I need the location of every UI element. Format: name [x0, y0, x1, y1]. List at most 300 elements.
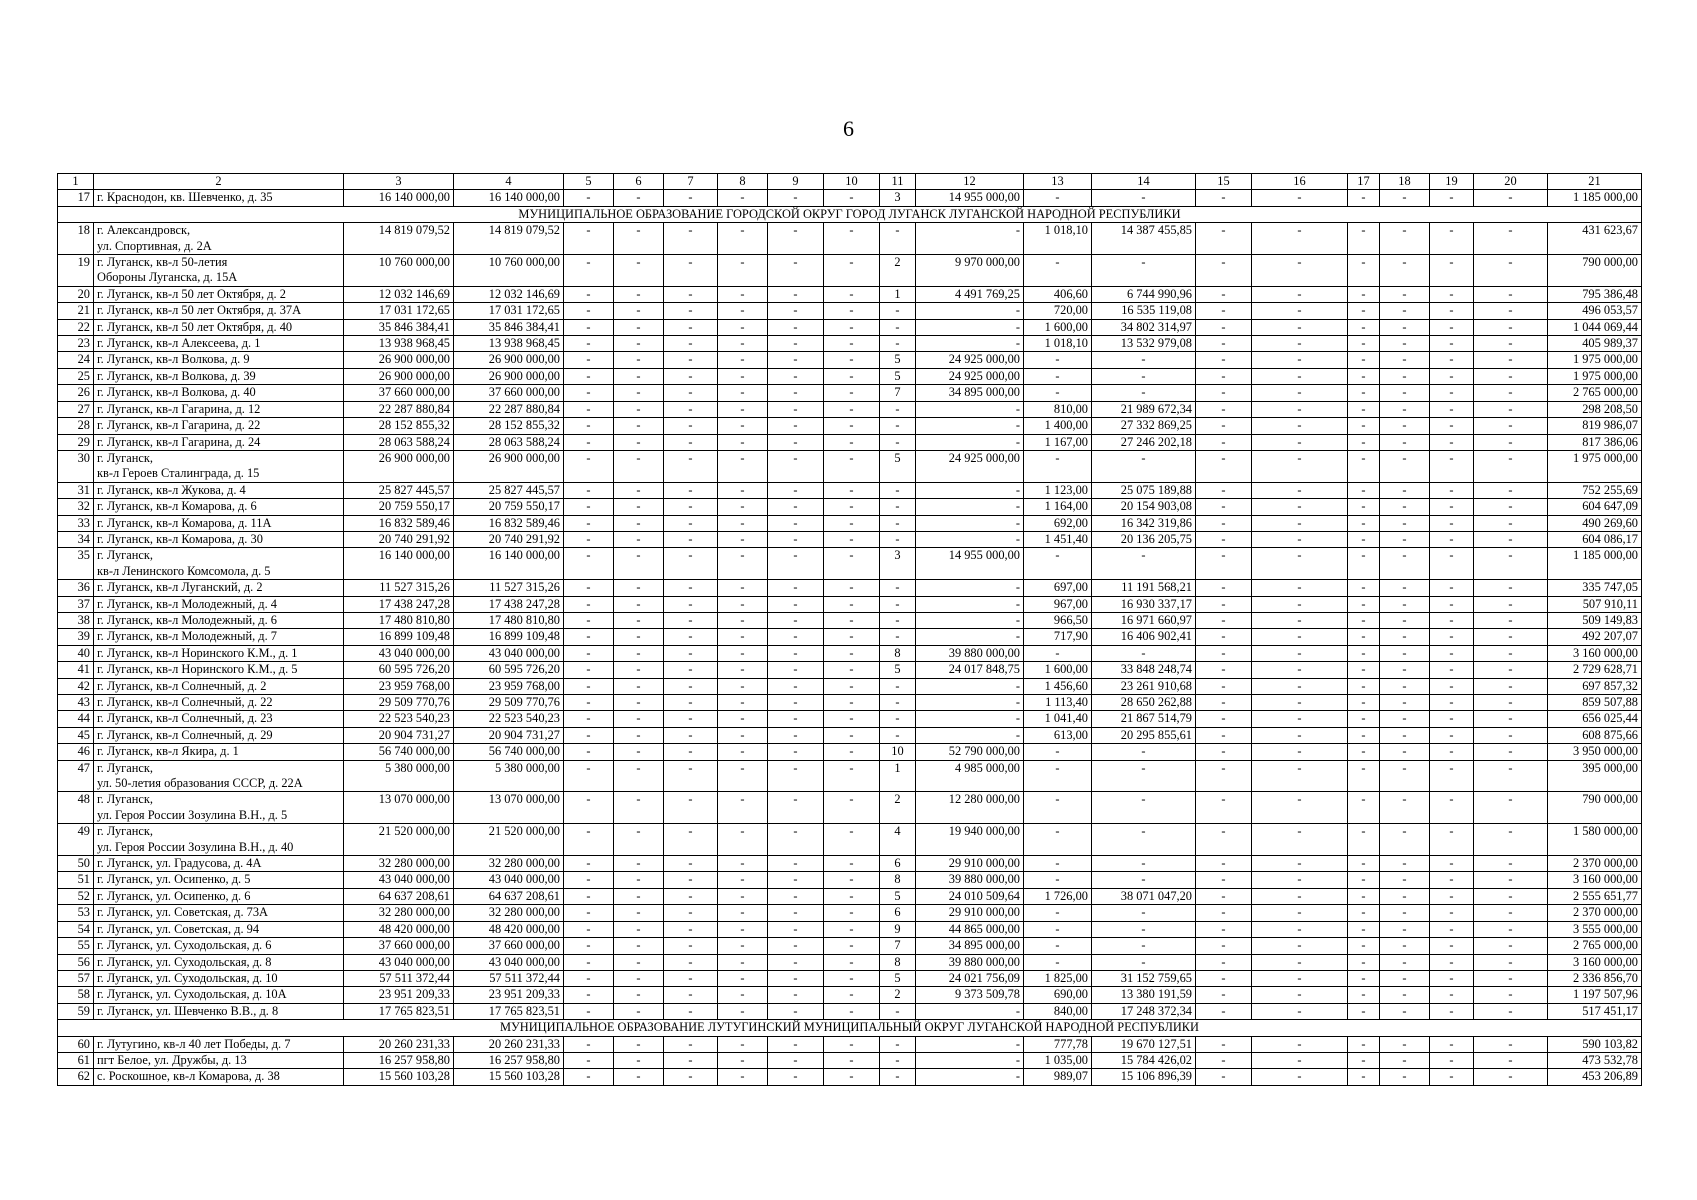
area-cell: 1 451,40: [1024, 531, 1092, 547]
empty-value-cell: -: [1430, 1003, 1474, 1019]
amount-cell: 24 010 509,64: [916, 888, 1024, 904]
empty-value-cell: -: [614, 792, 664, 824]
empty-value-cell: -: [1430, 515, 1474, 531]
total-cost-cell: 16 257 958,80: [344, 1052, 454, 1068]
empty-value-cell: -: [718, 856, 768, 872]
empty-value-cell: -: [1380, 531, 1430, 547]
empty-value-cell: -: [1196, 695, 1252, 711]
amount-cell: -: [916, 515, 1024, 531]
address-cell: [94, 727, 344, 743]
empty-value-cell: -: [718, 662, 768, 678]
address-line: г. Луганск, кв-л Молодежный, д. 7: [97, 629, 277, 644]
address-cell: [94, 888, 344, 904]
table-row: [58, 434, 1642, 450]
fund-cost-cell: 23 951 209,33: [454, 987, 564, 1003]
empty-value-cell: -: [718, 515, 768, 531]
count-cell: -: [880, 1003, 916, 1019]
empty-value-cell: -: [824, 888, 880, 904]
address-cell: [94, 1003, 344, 1019]
repair-cost-cell: 16 971 660,97: [1092, 612, 1196, 628]
empty-value-cell: -: [1252, 336, 1348, 352]
empty-value-cell: -: [1196, 352, 1252, 368]
table-row: [58, 336, 1642, 352]
total-cost-cell: 17 438 247,28: [344, 596, 454, 612]
empty-value-cell: -: [1196, 401, 1252, 417]
empty-value-cell: -: [564, 905, 614, 921]
empty-value-cell: -: [1380, 744, 1430, 760]
fund-cost-cell: 20 904 731,27: [454, 727, 564, 743]
fund-cost-cell: 25 827 445,57: [454, 482, 564, 498]
empty-value-cell: -: [1474, 303, 1548, 319]
row-number-cell: 23: [58, 336, 94, 352]
fund-cost-cell: 17 438 247,28: [454, 596, 564, 612]
empty-value-cell: -: [564, 303, 614, 319]
empty-value-cell: -: [1196, 1003, 1252, 1019]
repair-cost-cell: -: [1092, 938, 1196, 954]
fund-cost-cell: 60 595 726,20: [454, 662, 564, 678]
empty-value-cell: -: [1252, 1036, 1348, 1052]
empty-value-cell: -: [1252, 612, 1348, 628]
empty-value-cell: -: [564, 970, 614, 986]
total-cost-cell: 5 380 000,00: [344, 760, 454, 792]
count-cell: 6: [880, 905, 916, 921]
empty-value-cell: -: [1348, 629, 1380, 645]
empty-value-cell: -: [1380, 1036, 1430, 1052]
table-row: [58, 662, 1642, 678]
repair-cost-cell: 6 744 990,96: [1092, 286, 1196, 302]
empty-value-cell: -: [1380, 711, 1430, 727]
repair-cost-cell: 21 989 672,34: [1092, 401, 1196, 417]
balance-cell: 1 975 000,00: [1548, 450, 1642, 482]
amount-cell: -: [916, 303, 1024, 319]
area-cell: -: [1024, 905, 1092, 921]
count-cell: -: [880, 515, 916, 531]
address-cell: [94, 921, 344, 937]
empty-value-cell: -: [718, 921, 768, 937]
total-cost-cell: 20 759 550,17: [344, 499, 454, 515]
table-row: [58, 515, 1642, 531]
amount-cell: 14 955 000,00: [916, 548, 1024, 580]
count-cell: -: [880, 629, 916, 645]
empty-value-cell: -: [1430, 580, 1474, 596]
row-number-cell: 28: [58, 418, 94, 434]
empty-value-cell: -: [614, 482, 664, 498]
table-row: [58, 190, 1642, 206]
amount-cell: -: [916, 482, 1024, 498]
repair-cost-cell: -: [1092, 385, 1196, 401]
total-cost-cell: 64 637 208,61: [344, 888, 454, 904]
row-number-cell: 29: [58, 434, 94, 450]
empty-value-cell: -: [718, 744, 768, 760]
empty-value-cell: -: [1252, 1003, 1348, 1019]
column-number-cell: 8: [718, 174, 768, 190]
empty-value-cell: -: [768, 190, 824, 206]
total-cost-cell: 37 660 000,00: [344, 385, 454, 401]
amount-cell: -: [916, 1052, 1024, 1068]
total-cost-cell: 14 819 079,52: [344, 223, 454, 255]
area-cell: -: [1024, 760, 1092, 792]
repair-cost-cell: 23 261 910,68: [1092, 678, 1196, 694]
amount-cell: -: [916, 223, 1024, 255]
repair-cost-cell: -: [1092, 548, 1196, 580]
empty-value-cell: -: [824, 711, 880, 727]
empty-value-cell: -: [1430, 450, 1474, 482]
empty-value-cell: -: [1252, 970, 1348, 986]
empty-value-cell: -: [824, 1003, 880, 1019]
address-cell: [94, 792, 344, 824]
row-number-cell: 60: [58, 1036, 94, 1052]
total-cost-cell: 43 040 000,00: [344, 954, 454, 970]
address-line: г. Краснодон, кв. Шевченко, д. 35: [97, 190, 273, 205]
repair-cost-cell: -: [1092, 368, 1196, 384]
empty-value-cell: -: [824, 286, 880, 302]
repair-cost-cell: 19 670 127,51: [1092, 1036, 1196, 1052]
empty-value-cell: -: [664, 938, 718, 954]
empty-value-cell: -: [718, 450, 768, 482]
empty-value-cell: -: [718, 970, 768, 986]
empty-value-cell: -: [1252, 888, 1348, 904]
empty-value-cell: -: [1430, 645, 1474, 661]
empty-value-cell: -: [564, 336, 614, 352]
empty-value-cell: -: [1474, 856, 1548, 872]
area-cell: -: [1024, 872, 1092, 888]
amount-cell: -: [916, 401, 1024, 417]
empty-value-cell: -: [824, 548, 880, 580]
amount-cell: 24 017 848,75: [916, 662, 1024, 678]
address-cell: [94, 499, 344, 515]
balance-cell: 1 044 069,44: [1548, 319, 1642, 335]
table-row: [58, 580, 1642, 596]
empty-value-cell: -: [824, 319, 880, 335]
row-number-cell: 48: [58, 792, 94, 824]
empty-value-cell: -: [768, 548, 824, 580]
repair-cost-cell: -: [1092, 352, 1196, 368]
table-row: [58, 548, 1642, 580]
row-number-cell: 30: [58, 450, 94, 482]
empty-value-cell: -: [614, 662, 664, 678]
empty-value-cell: -: [664, 336, 718, 352]
empty-value-cell: -: [824, 450, 880, 482]
fund-cost-cell: 16 832 589,46: [454, 515, 564, 531]
empty-value-cell: -: [824, 905, 880, 921]
table-row: [58, 499, 1642, 515]
area-cell: 1 400,00: [1024, 418, 1092, 434]
address-line: г. Луганск, кв-л Гагарина, д. 24: [97, 434, 261, 449]
empty-value-cell: -: [768, 987, 824, 1003]
address-line: ул. 50-летия образования СССР, д. 22А: [97, 776, 303, 791]
empty-value-cell: -: [1474, 888, 1548, 904]
empty-value-cell: -: [1430, 499, 1474, 515]
empty-value-cell: -: [1348, 255, 1380, 287]
fund-cost-cell: 16 899 109,48: [454, 629, 564, 645]
empty-value-cell: -: [768, 1036, 824, 1052]
total-cost-cell: 29 509 770,76: [344, 695, 454, 711]
section-header-row: [58, 1020, 1642, 1036]
empty-value-cell: -: [1252, 744, 1348, 760]
empty-value-cell: -: [768, 255, 824, 287]
page-number: 6: [843, 116, 854, 141]
count-cell: 5: [880, 888, 916, 904]
empty-value-cell: -: [768, 824, 824, 856]
area-cell: 1 123,00: [1024, 482, 1092, 498]
total-cost-cell: 16 832 589,46: [344, 515, 454, 531]
repair-cost-cell: 17 248 372,34: [1092, 1003, 1196, 1019]
amount-cell: -: [916, 678, 1024, 694]
repair-cost-cell: -: [1092, 792, 1196, 824]
area-cell: 1 113,40: [1024, 695, 1092, 711]
fund-cost-cell: 13 938 968,45: [454, 336, 564, 352]
empty-value-cell: -: [1474, 418, 1548, 434]
table-row: [58, 629, 1642, 645]
area-cell: 777,78: [1024, 1036, 1092, 1052]
empty-value-cell: -: [1348, 824, 1380, 856]
count-cell: 1: [880, 286, 916, 302]
empty-value-cell: -: [1474, 223, 1548, 255]
empty-value-cell: -: [1196, 792, 1252, 824]
repair-cost-cell: 20 154 903,08: [1092, 499, 1196, 515]
empty-value-cell: -: [564, 596, 614, 612]
table-row: [58, 418, 1642, 434]
empty-value-cell: -: [1474, 580, 1548, 596]
table-row: [58, 888, 1642, 904]
empty-value-cell: -: [824, 223, 880, 255]
empty-value-cell: -: [1348, 482, 1380, 498]
address-line: г. Луганск, кв-л Солнечный, д. 29: [97, 727, 273, 742]
empty-value-cell: -: [664, 1052, 718, 1068]
column-number-cell: 1: [58, 174, 94, 190]
repair-cost-cell: 15 106 896,39: [1092, 1069, 1196, 1085]
empty-value-cell: -: [614, 987, 664, 1003]
empty-value-cell: -: [564, 662, 614, 678]
address-line: г. Луганск, ул. Осипенко, д. 6: [97, 888, 251, 903]
empty-value-cell: -: [1430, 531, 1474, 547]
empty-value-cell: -: [614, 856, 664, 872]
empty-value-cell: -: [614, 760, 664, 792]
empty-value-cell: -: [614, 434, 664, 450]
address-cell: [94, 1069, 344, 1085]
empty-value-cell: -: [1380, 499, 1430, 515]
empty-value-cell: -: [1430, 695, 1474, 711]
empty-value-cell: -: [564, 629, 614, 645]
fund-cost-cell: 43 040 000,00: [454, 872, 564, 888]
empty-value-cell: -: [1348, 695, 1380, 711]
empty-value-cell: -: [564, 824, 614, 856]
amount-cell: 24 021 756,09: [916, 970, 1024, 986]
empty-value-cell: -: [718, 987, 768, 1003]
address-line: г. Луганск, кв-л Алексеева, д. 1: [97, 336, 261, 351]
total-cost-cell: 20 740 291,92: [344, 531, 454, 547]
balance-cell: 2 370 000,00: [1548, 905, 1642, 921]
address-cell: [94, 629, 344, 645]
empty-value-cell: -: [718, 760, 768, 792]
address-cell: [94, 744, 344, 760]
empty-value-cell: -: [1380, 645, 1430, 661]
empty-value-cell: -: [1474, 744, 1548, 760]
empty-value-cell: -: [1474, 824, 1548, 856]
empty-value-cell: -: [824, 954, 880, 970]
amount-cell: 39 880 000,00: [916, 954, 1024, 970]
table-row: [58, 401, 1642, 417]
empty-value-cell: -: [1380, 938, 1430, 954]
empty-value-cell: -: [564, 401, 614, 417]
empty-value-cell: -: [1196, 1036, 1252, 1052]
area-cell: 989,07: [1024, 1069, 1092, 1085]
empty-value-cell: -: [664, 662, 718, 678]
empty-value-cell: -: [1348, 662, 1380, 678]
empty-value-cell: -: [1474, 921, 1548, 937]
empty-value-cell: -: [768, 450, 824, 482]
fund-cost-cell: 22 287 880,84: [454, 401, 564, 417]
empty-value-cell: -: [1348, 286, 1380, 302]
empty-value-cell: -: [1380, 905, 1430, 921]
empty-value-cell: -: [1430, 352, 1474, 368]
address-line: г. Александровск,: [97, 223, 191, 238]
empty-value-cell: -: [1196, 872, 1252, 888]
table-row: [58, 695, 1642, 711]
amount-cell: 24 925 000,00: [916, 450, 1024, 482]
empty-value-cell: -: [824, 695, 880, 711]
empty-value-cell: -: [1474, 531, 1548, 547]
count-cell: 5: [880, 352, 916, 368]
empty-value-cell: -: [824, 515, 880, 531]
balance-cell: 2 336 856,70: [1548, 970, 1642, 986]
empty-value-cell: -: [564, 921, 614, 937]
empty-value-cell: -: [1196, 580, 1252, 596]
empty-value-cell: -: [1348, 1052, 1380, 1068]
total-cost-cell: 28 063 588,24: [344, 434, 454, 450]
empty-value-cell: -: [1380, 418, 1430, 434]
empty-value-cell: -: [768, 629, 824, 645]
area-cell: 690,00: [1024, 987, 1092, 1003]
total-cost-cell: 28 152 855,32: [344, 418, 454, 434]
empty-value-cell: -: [664, 531, 718, 547]
empty-value-cell: -: [1430, 434, 1474, 450]
amount-cell: -: [916, 418, 1024, 434]
area-cell: 1 825,00: [1024, 970, 1092, 986]
empty-value-cell: -: [824, 970, 880, 986]
empty-value-cell: -: [614, 401, 664, 417]
empty-value-cell: -: [1348, 1036, 1380, 1052]
fund-cost-cell: 26 900 000,00: [454, 368, 564, 384]
count-cell: 10: [880, 744, 916, 760]
balance-cell: 2 765 000,00: [1548, 385, 1642, 401]
empty-value-cell: -: [768, 223, 824, 255]
count-cell: 5: [880, 970, 916, 986]
empty-value-cell: -: [1430, 987, 1474, 1003]
empty-value-cell: -: [824, 938, 880, 954]
amount-cell: -: [916, 711, 1024, 727]
address-line: г. Луганск, кв-л Волкова, д. 39: [97, 368, 256, 383]
address-cell: [94, 970, 344, 986]
address-line: г. Луганск, кв-л Норинского К.М., д. 5: [97, 662, 298, 677]
total-cost-cell: 13 070 000,00: [344, 792, 454, 824]
empty-value-cell: -: [1380, 515, 1430, 531]
empty-value-cell: -: [1252, 921, 1348, 937]
empty-value-cell: -: [1196, 824, 1252, 856]
empty-value-cell: -: [1430, 418, 1474, 434]
total-cost-cell: 43 040 000,00: [344, 645, 454, 661]
total-cost-cell: 21 520 000,00: [344, 824, 454, 856]
table-row: [58, 954, 1642, 970]
column-number-cell: 12: [916, 174, 1024, 190]
empty-value-cell: -: [1474, 286, 1548, 302]
empty-value-cell: -: [824, 499, 880, 515]
empty-value-cell: -: [564, 678, 614, 694]
area-cell: 967,00: [1024, 596, 1092, 612]
empty-value-cell: -: [718, 580, 768, 596]
balance-cell: 1 975 000,00: [1548, 368, 1642, 384]
repair-cost-cell: 11 191 568,21: [1092, 580, 1196, 596]
empty-value-cell: -: [1380, 482, 1430, 498]
empty-value-cell: -: [1380, 255, 1430, 287]
budget-table: [57, 173, 1642, 1086]
table-row: [58, 531, 1642, 547]
empty-value-cell: -: [1474, 385, 1548, 401]
fund-cost-cell: 37 660 000,00: [454, 938, 564, 954]
amount-cell: 14 955 000,00: [916, 190, 1024, 206]
empty-value-cell: -: [614, 190, 664, 206]
column-number-cell: 2: [94, 174, 344, 190]
fund-cost-cell: 37 660 000,00: [454, 385, 564, 401]
empty-value-cell: -: [1348, 760, 1380, 792]
table-row: [58, 727, 1642, 743]
empty-value-cell: -: [1380, 987, 1430, 1003]
address-line: г. Луганск, кв-л Молодежный, д. 4: [97, 596, 277, 611]
count-cell: -: [880, 596, 916, 612]
address-line: г. Луганск, кв-л Комарова, д. 11А: [97, 515, 272, 530]
empty-value-cell: -: [1252, 872, 1348, 888]
empty-value-cell: -: [1196, 531, 1252, 547]
empty-value-cell: -: [1380, 888, 1430, 904]
empty-value-cell: -: [768, 401, 824, 417]
amount-cell: 29 910 000,00: [916, 856, 1024, 872]
empty-value-cell: -: [614, 744, 664, 760]
row-number-cell: 51: [58, 872, 94, 888]
empty-value-cell: -: [718, 303, 768, 319]
address-cell: [94, 418, 344, 434]
empty-value-cell: -: [614, 418, 664, 434]
empty-value-cell: -: [564, 255, 614, 287]
empty-value-cell: -: [824, 531, 880, 547]
empty-value-cell: -: [1196, 678, 1252, 694]
empty-value-cell: -: [1252, 954, 1348, 970]
empty-value-cell: -: [1252, 645, 1348, 661]
empty-value-cell: -: [718, 401, 768, 417]
empty-value-cell: -: [768, 319, 824, 335]
amount-cell: 4 491 769,25: [916, 286, 1024, 302]
balance-cell: 604 086,17: [1548, 531, 1642, 547]
empty-value-cell: -: [1348, 223, 1380, 255]
amount-cell: 9 970 000,00: [916, 255, 1024, 287]
count-cell: -: [880, 223, 916, 255]
column-number-cell: 10: [824, 174, 880, 190]
empty-value-cell: -: [1430, 629, 1474, 645]
address-cell: [94, 1036, 344, 1052]
row-number-cell: 32: [58, 499, 94, 515]
address-cell: [94, 303, 344, 319]
balance-cell: 752 255,69: [1548, 482, 1642, 498]
balance-cell: 2 370 000,00: [1548, 856, 1642, 872]
empty-value-cell: -: [718, 385, 768, 401]
empty-value-cell: -: [1380, 596, 1430, 612]
empty-value-cell: -: [718, 645, 768, 661]
empty-value-cell: -: [1380, 580, 1430, 596]
count-cell: -: [880, 678, 916, 694]
empty-value-cell: -: [1380, 368, 1430, 384]
column-number-cell: 9: [768, 174, 824, 190]
empty-value-cell: -: [718, 223, 768, 255]
empty-value-cell: -: [564, 711, 614, 727]
